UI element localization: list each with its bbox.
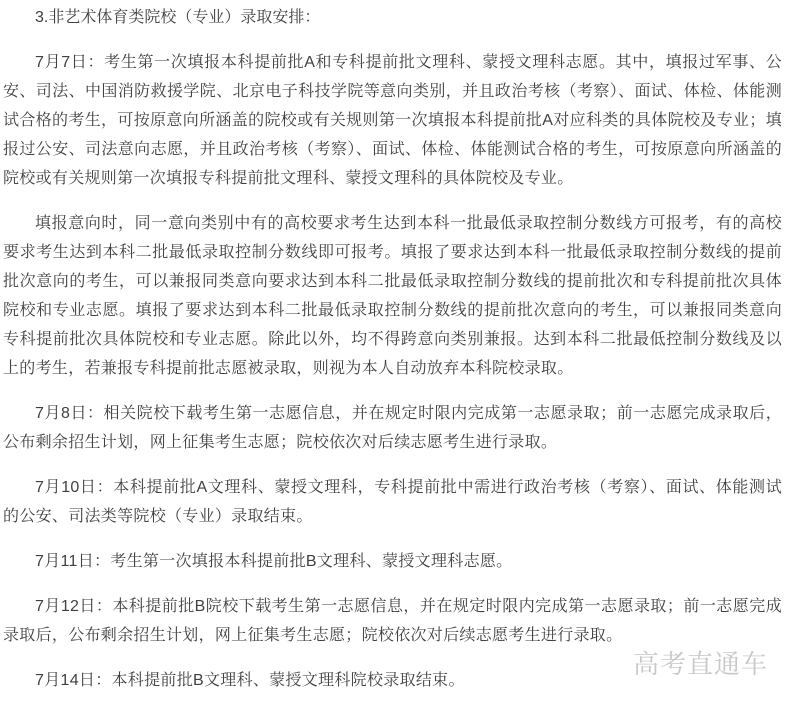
paragraph-july-11: 7月11日：考生第一次填报本科提前批B文理科、蒙授文理科志愿。 xyxy=(35,553,513,570)
section-title: 3.非艺术体育类院校（专业）录取安排： xyxy=(35,9,321,26)
paragraph-july-12: 7月12日：本科提前批B院校下载考生第一志愿信息，并在规定时限内完成第一志愿录取；前一志愿完成录取后，公布剩余招生计划，网上征集考生志愿；院校依次对后续志愿考生进行录取。 xyxy=(3,598,782,644)
paragraph-intent-rules: 填报意向时，同一意向类别中有的高校要求考生达到本科一批最低录取控制分数线方可报考，有的高校要求考生达到本科二批最低录取控制分数线即可报考。填报了要求达到本科一批最低录取控制分数线的提前批次意向的考生，可以兼报同类意向要求达到本科二批最低录取控制分数线的提前批次和专科提前批次具体院校和专业志愿。填报了要求达到本科二批最低录取控制分数线的提前批次意向的考生，可以兼报同类意向专科提前批次具体院校和专业志愿。除此以外，均不得跨意向类别兼报。达到本科二批最低控制分数线及以上的考生，若兼报专科提前批志愿被录取，则视为本人自动放弃本科院校录取。 xyxy=(3,215,782,377)
paragraph-july-8: 7月8日：相关院校下载考生第一志愿信息，并在规定时限内完成第一志愿录取；前一志愿完成录取后，公布剩余招生计划，网上征集考生志愿；院校依次对后续志愿考生进行录取。 xyxy=(3,405,782,451)
paragraph-july-7: 7月7日：考生第一次填报本科提前批A和专科提前批文理科、蒙授文理科志愿。其中，填报过军事、公安、司法、中国消防救援学院、北京电子科技学院等意向类别，并且政治考核（考察）、面试、体检、体能测试合格的考生，可按原意向所涵盖的院校或有关规则第一次填报本科提前批A对应科类的具体院校及专业；填报过公安、司法意向志愿，并且政治考核（考察）、面试、体检、体能测试合格的考生，可按原意向所涵盖的院校或有关规则第一次填报专科提前批文理科、蒙授文理科的具体院校及专业。 xyxy=(3,54,782,187)
watermark: 高考直通车 xyxy=(633,649,769,679)
paragraph-july-10: 7月10日：本科提前批A文理科、蒙授文理科，专科提前批中需进行政治考核（考察）、面试、体能测试的公安、司法类等院校（专业）录取结束。 xyxy=(3,479,782,525)
paragraph-july-14: 7月14日：本科提前批B文理科、蒙授文理科院校录取结束。 xyxy=(35,672,465,689)
